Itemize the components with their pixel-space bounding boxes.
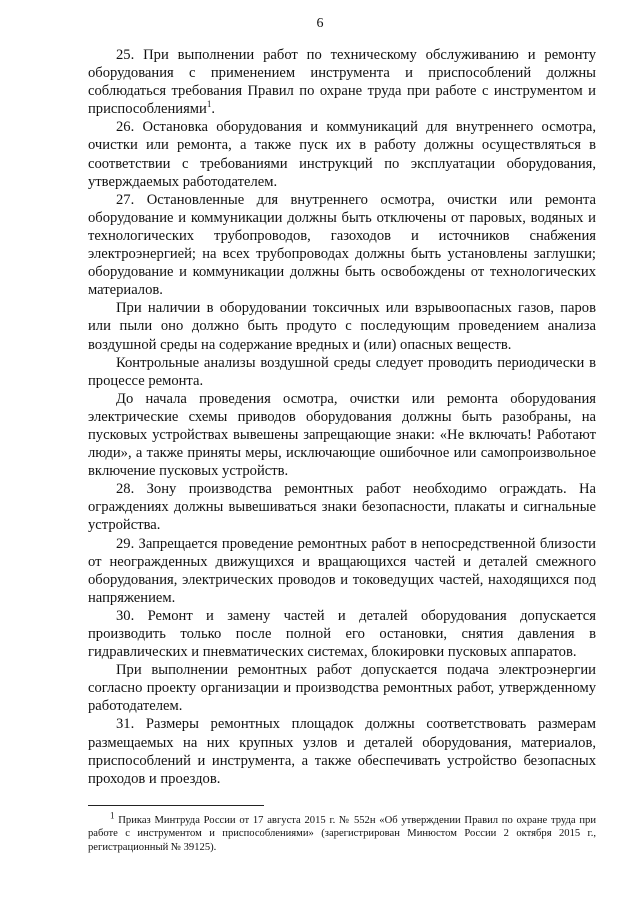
- footnote-separator: [88, 805, 264, 806]
- footnote: [88, 810, 596, 854]
- paragraph-27-electrical-schemes: До начала проведения осмотра, очистки или ремонта оборудования электрические схемы приводов оборудования должны быть разобраны, на пусковых устройствах вывешены запрещающие знаки: «Не включать! Работают люди», а также приняты меры, исключающие ошибочное или самопроизвольное включение пусковых устройств.: [88, 390, 596, 480]
- footnote-text: Приказ Минтруда России от 17 августа 2015 г. № 552н «Об утверждении Правил по охране труда при работе с инструментом и приспособлениями» (зарегистрирован Минюстом России 2 октября 2015 г., регистрационный № 39125).: [88, 815, 596, 853]
- paragraph-25: [88, 46, 596, 118]
- paragraph-25-end: .: [211, 101, 215, 118]
- paragraph-26: 26. Остановка оборудования и коммуникаций для внутреннего осмотра, очистки или ремонта, а также пуск их в работу должны осуществляться в соответствии с требованиями инструкций по эксплуатации оборудования, утверждаемых работодателем.: [88, 119, 596, 190]
- footnote-marker: 1: [110, 810, 115, 821]
- paragraph-28: 28. Зону производства ремонтных работ необходимо ограждать. На ограждениях должны вывешиваться знаки безопасности, плакаты и сигнальные устройства.: [88, 481, 596, 534]
- footnote-reference[interactable]: 1: [206, 99, 212, 110]
- document-body: [88, 46, 596, 788]
- paragraph-30-power-supply: При выполнении ремонтных работ допускается подача электроэнергии согласно проекту организации и производства ремонтных работ, утвержденному работодателем.: [88, 662, 596, 715]
- paragraph-30: 30. Ремонт и замену частей и деталей оборудования допускается производить только после полной его остановки, снятия давления в гидравлических и пневматических системах, блокировки пусковых аппаратов.: [88, 607, 596, 661]
- paragraph-29: 29. Запрещается проведение ремонтных работ в непосредственной близости от неогражденных движущихся и вращающихся частей и деталей смежного оборудования, электрических проводов и токоведущих частей, находящихся под напряжением.: [88, 535, 596, 606]
- page-number: 6: [316, 16, 324, 31]
- paragraph-31: 31. Размеры ремонтных площадок должны соответствовать размерам размещаемых на них крупных узлов и деталей оборудования, материалов, приспособлений и инструмента, а также обеспечивать устройство безопасных проходов и проездов.: [88, 716, 596, 787]
- paragraph-27-toxic-gases: При наличии в оборудовании токсичных или взрывоопасных газов, паров или пыли оно должно быть продуто с последующим проведением анализа воздушной среды на содержание вредных и (или) опасных веществ.: [88, 300, 596, 353]
- paragraph-27-control-analyses: Контрольные анализы воздушной среды следует проводить периодически в процессе ремонта.: [88, 354, 596, 389]
- paragraph-27: 27. Остановленные для внутреннего осмотра, очистки или ремонта оборудование и коммуникации должны быть отключены от паровых, водяных и технологических трубопроводов, газоходов и источников снабжения электроэнергией; на всех трубопроводах должны быть установлены заглушки; оборудование и коммуникации должны быть освобождены от технологических материалов.: [88, 191, 596, 299]
- paragraph-25-text: 25. При выполнении работ по техническому обслуживанию и ремонту оборудования с применением инструмента и приспособлений должны соблюдаться требования Правил по охране труда при работе с инструментом и приспособлениями: [88, 47, 596, 118]
